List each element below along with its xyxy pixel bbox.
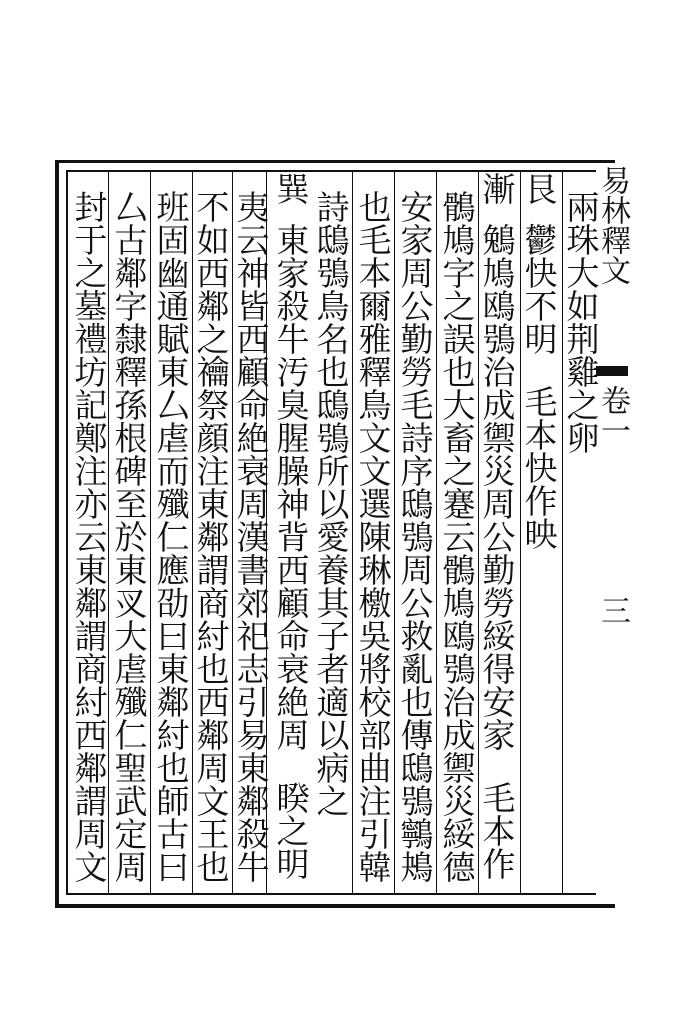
column-text: 東家殺牛汚臭腥臊神背西顧命衰絶周 [271, 223, 311, 751]
column-text: 安家周公勤勞毛詩序鴟鴞周公救亂也傳鴟鴞鸋鴂 [395, 190, 435, 883]
column-note: 毛本作 [477, 781, 517, 880]
text-column [108, 190, 150, 883]
text-column [394, 190, 436, 883]
column-text: 鵵鳩鴎鴞治成禦災周公勤勞綏得安家 [477, 223, 517, 751]
text-column [476, 172, 518, 880]
column-note: 毛本快作映 [519, 385, 559, 550]
text-column [68, 190, 110, 883]
text-column [436, 190, 478, 883]
text-column [352, 190, 394, 883]
column-text: 鬱快不明 [519, 223, 559, 355]
column-text: 兩珠大如荆雞之卵 [561, 190, 601, 454]
book-title: 易林釋文 [595, 165, 630, 285]
text-column [310, 190, 352, 817]
hexagram-name: 漸 [477, 172, 517, 205]
text-column [270, 172, 312, 880]
text-column [518, 172, 560, 550]
column-text: 詩鴟鴞鳥名也鴟鴞所以愛養其子者適以病之 [311, 190, 351, 817]
column-text: 不如西鄰之禴祭顔注東鄰謂商紂也西鄰周文王也 [191, 190, 231, 883]
volume-label: 卷一 [595, 385, 630, 445]
text-column [560, 190, 602, 454]
leaf-number: 三 [595, 595, 630, 625]
text-column [150, 190, 192, 883]
column-text: 班固幽通賦東厶虐而殲仁應劭曰東鄰紂也師古曰 [151, 190, 191, 883]
column-text: 也毛本爾雅釋鳥文文選陳琳檄吳將校部曲注引韓 [353, 190, 393, 883]
column-text: 封于之墓禮坊記鄭注亦云東鄰謂商紂西鄰謂周文 [69, 190, 109, 883]
text-column [230, 190, 272, 883]
column-text: 夷云神皆西顧命絶衰周漢書郊祀志引易東鄰殺牛 [231, 190, 271, 883]
column-note: 睽之明 [271, 781, 311, 880]
column-text: 厶古鄰字隸釋孫根碑至於東㕚大虐殲仁聖武定周 [109, 190, 149, 883]
hexagram-name: 巽 [271, 172, 311, 205]
hexagram-name: 艮 [519, 172, 559, 205]
text-column [190, 190, 232, 883]
column-text: 鶻鳩字之誤也大畜之蹇云鶻鳩鴎鴞治成禦災綏德 [437, 190, 477, 883]
